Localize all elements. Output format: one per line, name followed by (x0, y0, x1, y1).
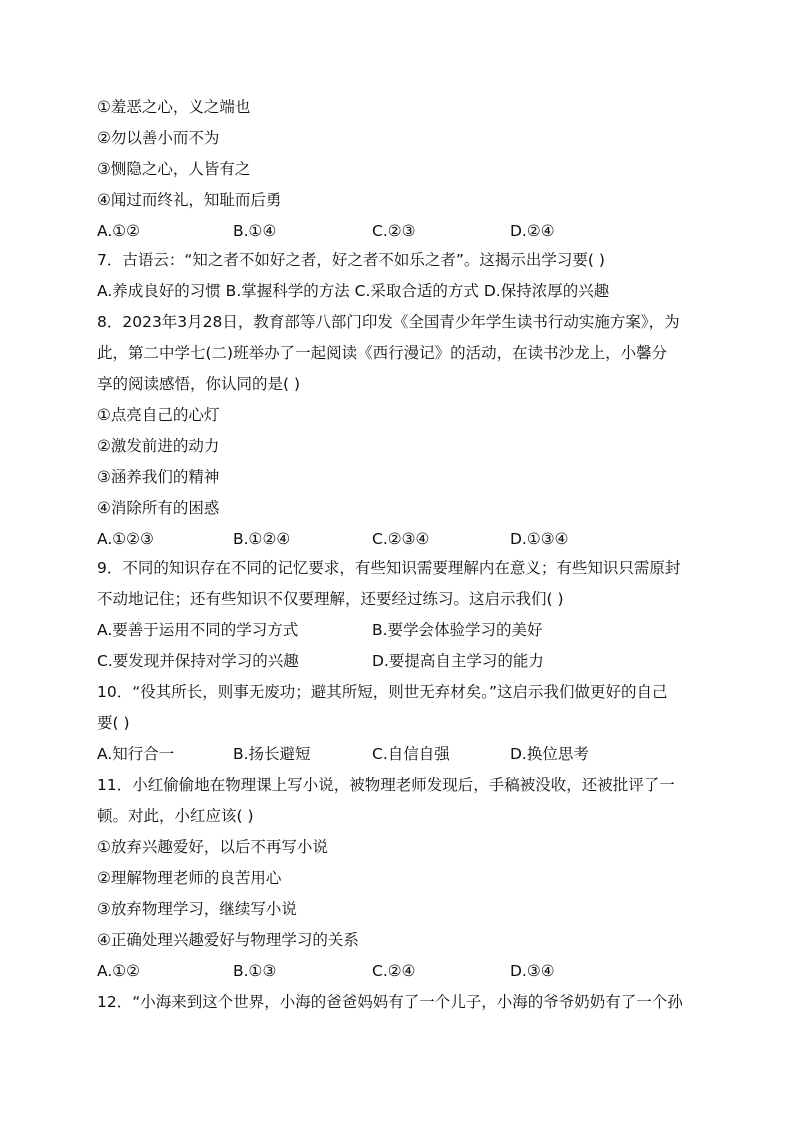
q10-option-c: C.自信自强 (372, 745, 450, 763)
q11-option-d: D.③④ (510, 962, 555, 980)
q11-item-4: ④正确处理兴趣爱好与物理学习的关系 (97, 931, 359, 949)
q7-stem: 7．古语云：“知之者不如好之者，好之者不如乐之者”。这揭示出学习要( ) (97, 251, 605, 269)
q10-stem-line-2: 要( ) (97, 714, 130, 732)
q11-item-2: ②理解物理老师的良苦用心 (97, 869, 282, 887)
q9-option-d: D.要提高自主学习的能力 (372, 652, 544, 670)
q11-stem-line-2: 顿。对此，小红应该( ) (97, 807, 254, 825)
q10-stem-line-1: 10．“役其所长，则事无废功；避其所短，则世无弃材矣。”这启示我们做更好的自己 (97, 683, 668, 701)
q6-option-c: C.②③ (372, 222, 416, 240)
q11-stem-line-1: 11．小红偷偷地在物理课上写小说，被物理老师发现后，手稿被没收，还被批评了一 (97, 776, 675, 794)
q11-item-3: ③放弃物理学习，继续写小说 (97, 900, 297, 918)
q8-item-2: ②激发前进的动力 (97, 437, 220, 455)
q8-item-4: ④消除所有的困惑 (97, 499, 220, 517)
q6-option-b: B.①④ (233, 222, 277, 240)
q8-stem-line-3: 享的阅读感悟，你认同的是( ) (97, 375, 301, 393)
q8-option-b: B.①②④ (233, 530, 291, 548)
q6-item-4: ④闻过而终礼，知耻而后勇 (97, 191, 282, 209)
q9-option-c: C.要发现并保持对学习的兴趣 (97, 652, 299, 670)
q6-item-1: ①羞恶之心，义之端也 (97, 98, 251, 116)
q11-option-a: A.①② (97, 962, 141, 980)
q11-option-c: C.②④ (372, 962, 416, 980)
q10-option-b: B.扬长避短 (233, 745, 311, 763)
q6-option-a: A.①② (97, 222, 141, 240)
q9-stem-line-1: 9．不同的知识存在不同的记忆要求，有些知识需要理解内在意义；有些知识只需原封 (97, 559, 681, 577)
q8-option-d: D.①③④ (510, 530, 569, 548)
q11-option-b: B.①③ (233, 962, 277, 980)
q6-item-3: ③恻隐之心，人皆有之 (97, 160, 251, 178)
q9-stem-line-2: 不动地记住；还有些知识不仅要理解，还要经过练习。这启示我们( ) (97, 590, 564, 608)
q10-option-a: A.知行合一 (97, 745, 175, 763)
q8-option-a: A.①②③ (97, 530, 154, 548)
q10-option-d: D.换位思考 (510, 745, 589, 763)
q8-stem-line-2: 此，第二中学七(二)班举办了一起阅读《西行漫记》的活动，在读书沙龙上，小馨分 (97, 344, 668, 362)
q8-item-3: ③涵养我们的精神 (97, 468, 220, 486)
q9-option-a: A.要善于运用不同的学习方式 (97, 621, 299, 639)
q11-item-1: ①放弃兴趣爱好，以后不再写小说 (97, 838, 328, 856)
q8-stem-line-1: 8．2023年3月28日，教育部等八部门印发《全国青少年学生读书行动实施方案》，为 (97, 313, 680, 331)
q9-option-b: B.要学会体验学习的美好 (372, 621, 543, 639)
q8-item-1: ①点亮自己的心灯 (97, 406, 220, 424)
q12-stem-line-1: 12．“小海来到这个世界，小海的爸爸妈妈有了一个儿子，小海的爷爷奶奶有了一个孙 (97, 993, 683, 1011)
q7-options: A.养成良好的习惯 B.掌握科学的方法 C.采取合适的方式 D.保持浓厚的兴趣 (97, 282, 610, 300)
q6-option-d: D.②④ (510, 222, 555, 240)
q6-item-2: ②勿以善小而不为 (97, 129, 220, 147)
q8-option-c: C.②③④ (372, 530, 430, 548)
